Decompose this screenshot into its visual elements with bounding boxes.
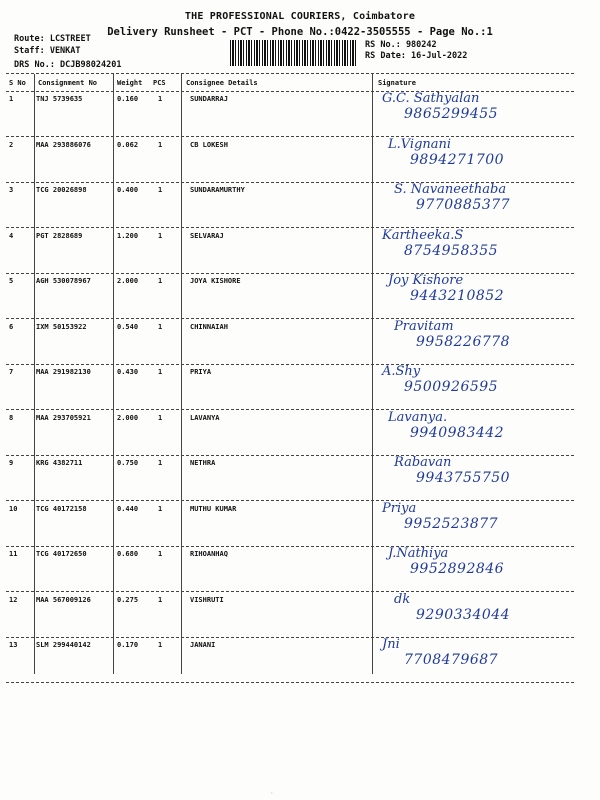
handwritten-signature xyxy=(382,364,498,395)
route-label: Route: LCSTREET xyxy=(14,34,91,44)
row-weight: 2.000 xyxy=(117,414,139,422)
signature-phone: 9865299455 xyxy=(404,106,499,122)
col-header-consignment: Consignment No xyxy=(38,79,98,87)
signature-phone: 7708479687 xyxy=(404,652,499,668)
signature-phone: 9894271700 xyxy=(410,152,505,168)
signature-name: Lavanya. xyxy=(388,410,448,425)
consignment-number: PGT 2828689 xyxy=(36,232,83,240)
row-pcs: 1 xyxy=(158,323,163,331)
handwritten-signature xyxy=(388,410,504,441)
consignee-name: LAVANYA xyxy=(190,414,220,422)
signature-name: Joy Kishore xyxy=(388,273,464,288)
row-divider xyxy=(6,682,574,683)
row-pcs: 1 xyxy=(158,368,163,376)
consignee-name: SUNDARAMURTHY xyxy=(190,186,245,194)
consignment-number: TCG 40172158 xyxy=(36,505,87,513)
row-sno: 11 xyxy=(9,550,18,558)
col-header-pcs: PCS xyxy=(153,79,166,87)
row-weight: 0.275 xyxy=(117,596,139,604)
signature-name: J.Nathiya xyxy=(388,546,449,561)
signature-name: Rabavan xyxy=(394,455,452,470)
row-sno: 10 xyxy=(9,505,18,513)
signature-name: Pravitam xyxy=(394,319,454,334)
handwritten-signature xyxy=(382,91,498,122)
consignment-number: MAA 567009126 xyxy=(36,596,91,604)
row-sno: 7 xyxy=(9,368,14,376)
row-pcs: 1 xyxy=(158,550,163,558)
row-sno: 3 xyxy=(9,186,14,194)
consignment-number: MAA 293705921 xyxy=(36,414,91,422)
consignment-number: TCG 40172650 xyxy=(36,550,87,558)
signature-name: S. Navaneethaba xyxy=(394,182,507,197)
row-weight: 0.680 xyxy=(117,550,139,558)
table-row xyxy=(0,637,600,686)
table-top-rule xyxy=(6,73,574,74)
table-row xyxy=(0,182,600,231)
row-weight: 2.000 xyxy=(117,277,139,285)
row-weight: 0.430 xyxy=(117,368,139,376)
row-weight: 0.750 xyxy=(117,459,139,467)
row-weight: 0.160 xyxy=(117,95,139,103)
consignee-name: SELVARAJ xyxy=(190,232,224,240)
table-row xyxy=(0,319,600,368)
row-sno: 13 xyxy=(9,641,18,649)
handwritten-signature xyxy=(394,182,510,213)
table-row xyxy=(0,137,600,186)
row-weight: 0.400 xyxy=(117,186,139,194)
table-row xyxy=(0,91,600,140)
row-pcs: 1 xyxy=(158,277,163,285)
row-weight: 0.540 xyxy=(117,323,139,331)
col-header-sno: S No xyxy=(9,79,26,87)
signature-phone: 9500926595 xyxy=(404,379,499,395)
page-mark: · xyxy=(270,790,274,797)
handwritten-signature xyxy=(388,137,504,168)
consignment-number: MAA 291982130 xyxy=(36,368,91,376)
signature-name: G.C. Sathyalan xyxy=(382,91,480,106)
rs-number: RS No.: 980242 xyxy=(365,40,437,50)
signature-phone: 9940983442 xyxy=(410,425,505,441)
consignment-number: MAA 293886076 xyxy=(36,141,91,149)
signature-phone: 9952523877 xyxy=(404,516,499,532)
signature-phone: 9770885377 xyxy=(416,197,511,213)
row-sno: 5 xyxy=(9,277,14,285)
row-sno: 6 xyxy=(9,323,14,331)
consignee-name: MUTHU KUMAR xyxy=(190,505,237,513)
consignment-number: TNJ 5739635 xyxy=(36,95,83,103)
signature-name: A.Shy xyxy=(382,364,421,379)
table-row xyxy=(0,364,600,413)
row-pcs: 1 xyxy=(158,95,163,103)
consignment-number: KRG 4382711 xyxy=(36,459,83,467)
consignee-name: JOYA KISHORE xyxy=(190,277,241,285)
handwritten-signature xyxy=(382,637,498,668)
barcode-image xyxy=(230,40,358,66)
consignment-number: SLM 299440142 xyxy=(36,641,91,649)
col-header-signature: Signature xyxy=(378,79,416,87)
signature-name: Jni xyxy=(382,637,400,652)
row-pcs: 1 xyxy=(158,596,163,604)
row-pcs: 1 xyxy=(158,414,163,422)
col-header-weight: Weight xyxy=(117,79,143,87)
signature-name: dk xyxy=(394,592,411,607)
row-sno: 4 xyxy=(9,232,14,240)
signature-phone: 9958226778 xyxy=(416,334,511,350)
consignee-name: CHINNAIAH xyxy=(190,323,228,331)
table-row xyxy=(0,228,600,277)
rs-date: RS Date: 16-Jul-2022 xyxy=(365,51,468,61)
signature-name: Kartheeka.S xyxy=(382,228,464,243)
table-row xyxy=(0,592,600,641)
consignee-name: VISHRUTI xyxy=(190,596,224,604)
row-pcs: 1 xyxy=(158,641,163,649)
row-pcs: 1 xyxy=(158,141,163,149)
signature-phone: 8754958355 xyxy=(404,243,499,259)
table-row xyxy=(0,273,600,322)
signature-phone: 9443210852 xyxy=(410,288,505,304)
table-row xyxy=(0,546,600,595)
row-weight: 0.062 xyxy=(117,141,139,149)
table-row xyxy=(0,455,600,504)
signature-name: Priya xyxy=(382,501,417,516)
table-row xyxy=(0,501,600,550)
row-weight: 0.170 xyxy=(117,641,139,649)
row-pcs: 1 xyxy=(158,232,163,240)
runsheet-subtitle: Delivery Runsheet - PCT - Phone No.:0422-3505555 - Page No.:1 xyxy=(107,26,493,38)
handwritten-signature xyxy=(382,501,498,532)
company-title: THE PROFESSIONAL COURIERS, Coimbatore xyxy=(184,11,416,22)
staff-label: Staff: VENKAT xyxy=(14,46,81,56)
row-sno: 8 xyxy=(9,414,14,422)
handwritten-signature xyxy=(394,455,510,486)
consignee-name: CB LOKESH xyxy=(190,141,228,149)
row-sno: 12 xyxy=(9,596,18,604)
row-weight: 1.200 xyxy=(117,232,139,240)
consignee-name: PRIYA xyxy=(190,368,212,376)
handwritten-signature xyxy=(382,228,498,259)
consignment-number: IXM 50153922 xyxy=(36,323,87,331)
row-pcs: 1 xyxy=(158,459,163,467)
row-sno: 9 xyxy=(9,459,14,467)
row-weight: 0.440 xyxy=(117,505,139,513)
col-header-consignee: Consignee Details xyxy=(186,79,258,87)
drs-number: DRS No.: DCJB98024201 xyxy=(14,60,122,70)
signature-name: L.Vignani xyxy=(388,137,452,152)
consignment-number: TCG 20026898 xyxy=(36,186,87,194)
table-row xyxy=(0,410,600,459)
row-sno: 2 xyxy=(9,141,14,149)
consignee-name: NETHRA xyxy=(190,459,216,467)
handwritten-signature xyxy=(388,273,504,304)
handwritten-signature xyxy=(394,319,510,350)
signature-phone: 9943755750 xyxy=(416,470,511,486)
signature-phone: 9290334044 xyxy=(416,607,511,623)
handwritten-signature xyxy=(394,592,510,623)
consignee-name: SUNDARRAJ xyxy=(190,95,228,103)
consignee-name: JANANI xyxy=(190,641,216,649)
row-sno: 1 xyxy=(9,95,14,103)
consignment-number: AGH 530078967 xyxy=(36,277,91,285)
row-pcs: 1 xyxy=(158,505,163,513)
signature-phone: 9952892846 xyxy=(410,561,505,577)
consignee-name: RIHOANHAQ xyxy=(190,550,228,558)
row-pcs: 1 xyxy=(158,186,163,194)
handwritten-signature xyxy=(388,546,504,577)
